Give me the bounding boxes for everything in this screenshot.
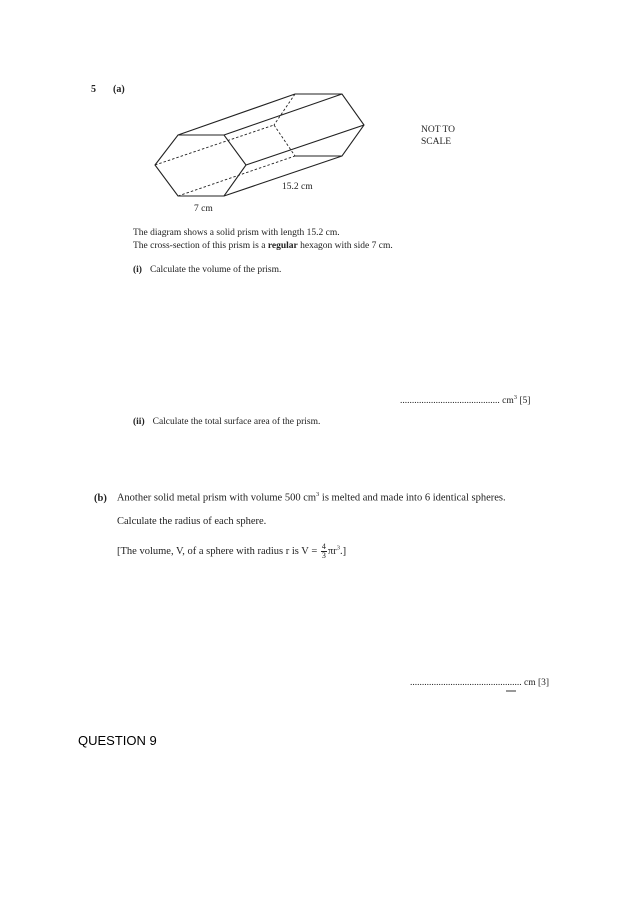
back-hexagon-visible (295, 94, 364, 156)
part-a-label: (a) (113, 84, 125, 95)
answer-line-i[interactable]: .......................................... $cm^3$ [5] (400, 394, 531, 407)
question-number: 5 (91, 84, 96, 95)
part-b-line: (b) Another solid metal prism with volume 500 $cm^3$ is melted and made into 6 identical spheres. (94, 491, 506, 504)
sub-i-label: (i) (133, 265, 142, 275)
not-to-scale-note: NOT TO SCALE (421, 125, 456, 147)
hexagonal-prism-diagram (150, 88, 370, 218)
sub-ii-text: Calculate the total surface area of the prism. (152, 417, 321, 427)
four-thirds-fraction: $\frac{4}{3}$ (321, 542, 326, 560)
marks-b: [3] (537, 678, 550, 688)
margin-mark (506, 690, 516, 692)
sub-question-i (133, 265, 281, 275)
sphere-volume-formula: [The volume, V, of a sphere with radius r is V = $\frac{4}{3}$ $\pi r^3$.] (117, 542, 347, 560)
length-label: 15.2 cm (282, 182, 313, 192)
regular-bold: regular (267, 241, 298, 251)
marks-i: [5] (519, 396, 531, 407)
sub-question-ii (133, 417, 320, 427)
sub-i-text: Calculate the volume of the prism. (149, 265, 282, 275)
question-9-heading: QUESTION 9 (78, 733, 157, 748)
side-label: 7 cm (194, 204, 213, 214)
part-b-instruction: Calculate the radius of each sphere. (117, 516, 267, 527)
sub-ii-label: (ii) (133, 417, 145, 427)
answer-line-b[interactable]: ............................................... cm [3] (410, 678, 550, 688)
part-b-label: (b) (94, 492, 107, 504)
intro-line-1: The diagram shows a solid prism with length 15.2 cm. (133, 228, 340, 238)
intro-line-2: The cross-section of this prism is a regular hexagon with side 7 cm. (133, 241, 393, 251)
front-hexagon (155, 135, 246, 196)
